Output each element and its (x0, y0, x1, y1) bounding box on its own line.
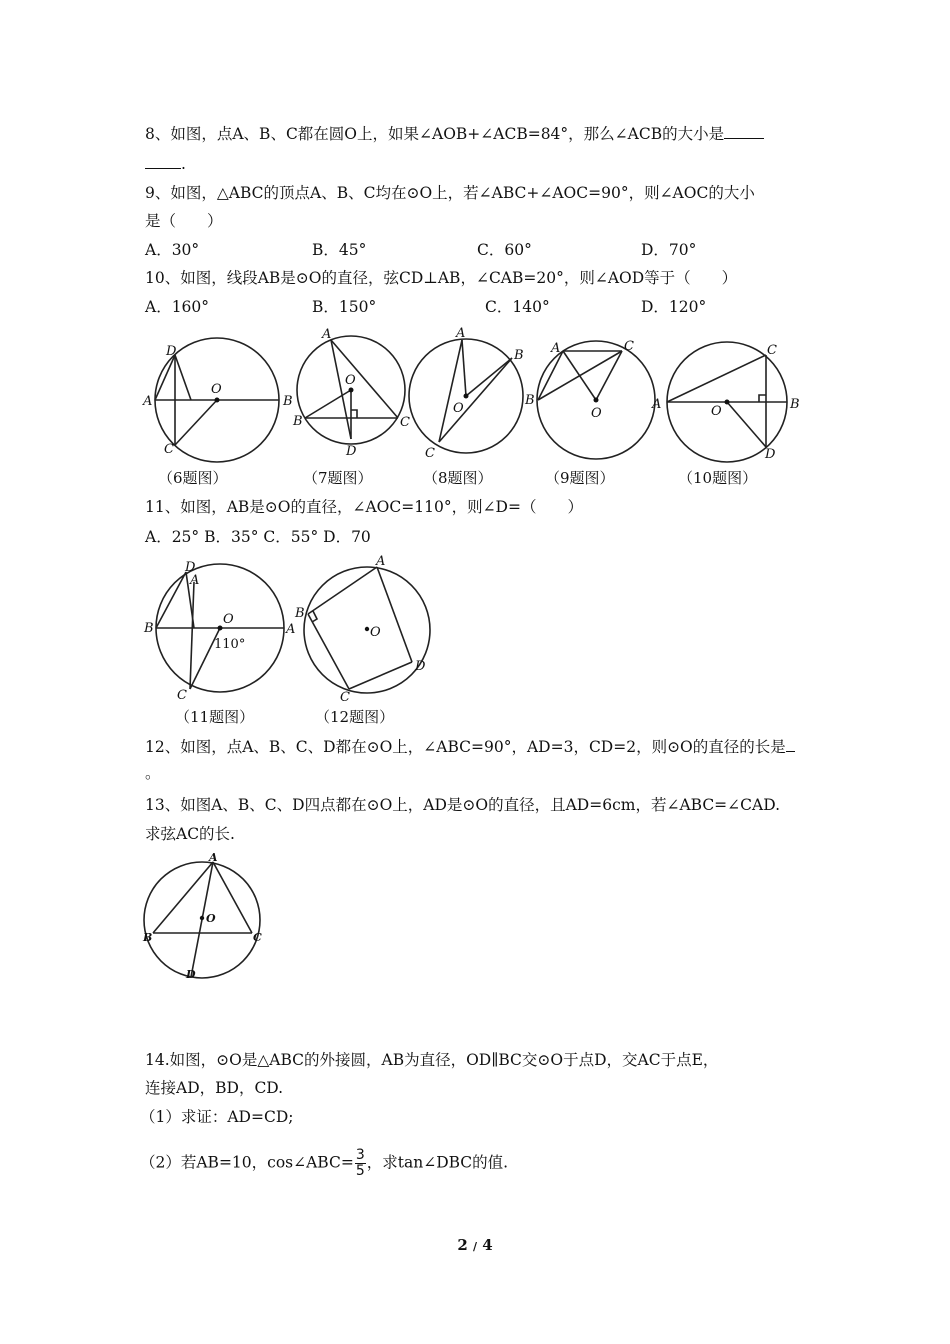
fig13-label-c: C (253, 931, 262, 944)
page-current: 2 (457, 1236, 468, 1254)
q12-line1 (145, 737, 795, 757)
fig8-label-o: O (453, 401, 464, 416)
fig13-label-d: D (186, 968, 196, 981)
q8-period: . (181, 155, 186, 173)
fig12-label-b: B (295, 606, 305, 621)
q8-blank-1 (724, 124, 764, 139)
fig9-label-b: B (525, 393, 535, 408)
q13-line2: 求弦AC的长. (145, 825, 235, 843)
fig12-label-c: C (340, 690, 350, 705)
q14-part2-b: ，求tan∠DBC的值. (366, 1153, 509, 1172)
fig7-caption: （7题图） (303, 469, 373, 487)
fig6-caption: （6题图） (158, 469, 228, 487)
q12-line2: 。 (145, 764, 161, 782)
fig11-label-a: A (286, 622, 296, 637)
figure-8 (409, 326, 524, 461)
page-total: 4 (482, 1236, 493, 1254)
fig11-angle-label: 110° (214, 637, 246, 652)
q8-line2 (145, 154, 186, 174)
figure-7 (292, 327, 410, 459)
q9-option-c: C．60° (477, 241, 532, 259)
fig11-label-a-inner: A (190, 573, 200, 588)
fig12-label-o: O (370, 625, 381, 640)
q9-option-a: A．30° (145, 241, 200, 259)
q9-option-d: D．70° (641, 241, 697, 259)
figure-row-1 (0, 322, 950, 462)
figure-12 (294, 554, 430, 705)
fraction (355, 1148, 366, 1179)
figure-9 (524, 339, 655, 459)
q8-line1 (145, 124, 764, 144)
fig7-label-b: B (293, 414, 303, 429)
fig13-label-b: B (143, 931, 153, 944)
fig10-label-o: O (711, 404, 722, 419)
fig8-caption: （8题图） (423, 469, 493, 487)
fig12-caption: （12题图） (315, 708, 395, 726)
figure-11 (143, 560, 295, 703)
fig7-label-c: C (400, 415, 410, 430)
fig9-caption: （9题图） (545, 469, 615, 487)
q9-option-b: B．45° (312, 241, 367, 259)
fig7-label-d: D (346, 444, 357, 459)
q14-line2: 连接AD，BD，CD. (145, 1079, 284, 1097)
fig6-label-o: O (211, 382, 222, 397)
fig12-label-d: D (415, 659, 426, 674)
q12-text: 12、如图，点A、B、C、D都在⊙O上，∠ABC=90°，AD=3，CD=2，则⊙O的直径的长是 (145, 738, 786, 756)
fig9-label-o: O (591, 406, 602, 421)
fig6-label-b: B (283, 394, 293, 409)
q8-blank-2 (145, 154, 181, 169)
q9-line2: 是（ ） (145, 212, 223, 230)
fraction-denominator: 5 (355, 1163, 365, 1179)
figure-row-2 (0, 552, 950, 705)
q14-part2 (140, 1148, 508, 1179)
q11-options: A．25° B．35° C．55° D．70 (145, 528, 371, 546)
fig11-label-b: B (144, 621, 154, 636)
fig11-label-d: D (185, 560, 196, 575)
fig13-label-o: O (206, 912, 216, 925)
q14-line1: 14.如图，⊙O是△ABC的外接圆，AB为直径，OD∥BC交⊙O于点D，交AC于点E， (145, 1051, 719, 1069)
fig6-label-a: A (143, 394, 153, 409)
q10-option-b: B．150° (312, 298, 377, 316)
figure-13 (140, 852, 280, 982)
q13-line1: 13、如图A、B、C、D四点都在⊙O上，AD是⊙O的直径，且AD=6cm，若∠ABC=∠CAD. (145, 796, 781, 814)
page-number (0, 1236, 950, 1254)
fig10-label-d: D (765, 447, 776, 462)
q10-line1: 10、如图，线段AB是⊙O的直径，弦CD⊥AB，∠CAB=20°，则∠AOD等于（ ） (145, 269, 738, 287)
fig13-label-a: A (209, 851, 218, 864)
fig7-label-o: O (345, 373, 356, 388)
fig9-label-a: A (551, 341, 561, 356)
q8-text: 8、如图，点A、B、C都在圆O上，如果∠AOB+∠ACB=84°，那么∠ACB的大小是 (145, 125, 725, 143)
q10-option-c: C．140° (485, 298, 550, 316)
q9-line1: 9、如图，△ABC的顶点A、B、C均在⊙O上，若∠ABC+∠AOC=90°，则∠AOC的大小 (145, 184, 755, 202)
fig12-label-a: A (376, 554, 386, 569)
q10-option-a: A．160° (145, 298, 210, 316)
fig11-label-c: C (177, 688, 187, 703)
q11-line1: 11、如图，AB是⊙O的直径，∠AOC=110°，则∠D=（ ） (145, 498, 583, 516)
figure-10 (651, 342, 800, 462)
fig8-label-c: C (425, 446, 435, 461)
page-separator: / (472, 1240, 478, 1253)
figure-6 (142, 338, 293, 462)
fig10-label-b: B (790, 397, 800, 412)
q14-part2-a: （2）若AB=10，cos∠ABC= (140, 1153, 354, 1172)
fig9-label-c: C (624, 339, 634, 354)
fraction-numerator: 3 (355, 1147, 365, 1163)
fig7-label-a: A (322, 327, 332, 342)
fig10-caption: （10题图） (678, 469, 758, 487)
fig11-caption: （11题图） (175, 708, 255, 726)
q12-blank (786, 737, 795, 752)
q10-option-d: D．120° (641, 298, 707, 316)
q14-part1: （1）求证：AD=CD; (140, 1108, 294, 1126)
fig8-label-a: A (456, 326, 466, 341)
fig6-label-c: C (164, 442, 174, 457)
fig10-label-a: A (652, 397, 662, 412)
fig10-label-c: C (767, 343, 777, 358)
fig8-label-b: B (514, 348, 524, 363)
fig6-label-d: D (166, 344, 177, 359)
fig11-label-o: O (223, 612, 234, 627)
